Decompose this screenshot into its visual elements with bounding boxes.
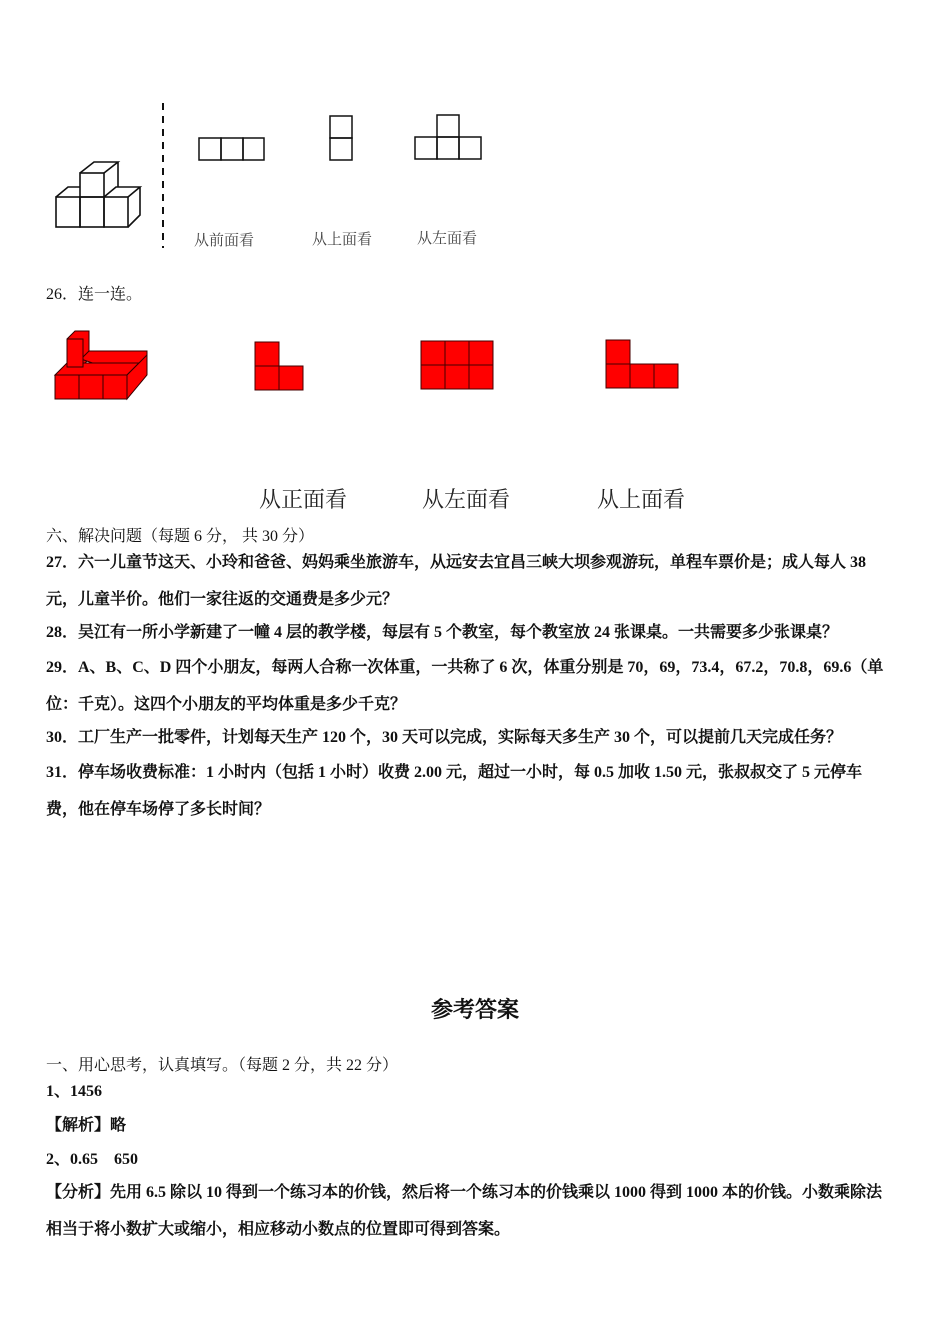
question-31-line1: 31．停车场收费标准：1 小时内（包括 1 小时）收费 2.00 元，超过一小时，每 0.5 加收 1.50 元，张叔叔交了 5 元停车 (46, 764, 863, 781)
red-cube-stack (53, 327, 149, 401)
question-31-line2: 费，他在停车场停了多长时间？ (46, 801, 271, 818)
view-label-front: 从前面看 (194, 231, 255, 249)
question-29-line1: 29．A、B、C、D 四个小朋友，每两人合称一次体重，一共称了 6 次，体重分别是 70，69，73.4，67.2，70.8，69.6（单 (46, 659, 884, 676)
red-front-view (254, 341, 306, 393)
answers-section-1: 一、用心思考，认真填写。（每题 2 分，共 22 分） (46, 1057, 399, 1074)
front-view-grid (198, 137, 266, 162)
answer-1-analysis: 【解析】略 (46, 1117, 127, 1134)
question-26: 26．连一连。 (46, 286, 143, 303)
red-label-top: 从上面看 (597, 488, 686, 513)
section-6-heading: 六、解决问题（每题 6 分， 共 30 分） (46, 528, 315, 545)
answer-2-analysis-line1: 【分析】先用 6.5 除以 10 得到一个练习本的价钱，然后将一个练习本的价钱乘以 1000 得到 1000 本的价钱。小数乘除法 (46, 1184, 883, 1201)
view-label-left: 从左面看 (417, 229, 478, 247)
red-label-left: 从左面看 (422, 488, 511, 513)
question-29-line2: 位：千克）。这四个小朋友的平均体重是多少千克？ (46, 696, 407, 713)
cube-stack-drawing (50, 155, 150, 235)
red-top-view (605, 339, 681, 391)
answer-2: 2、0.65 650 (46, 1151, 139, 1168)
red-left-view (420, 340, 496, 392)
answers-title: 参考答案 (430, 997, 519, 1022)
left-view-grid (414, 114, 483, 161)
question-28: 28．吴江有一所小学新建了一幢 4 层的教学楼，每层有 5 个教室，每个教室放 24 张课桌。一共需要多少张课桌？ (46, 624, 839, 641)
question-30: 30．工厂生产一批零件，计划每天生产 120 个，30 天可以完成，实际每天多生产 30 个，可以提前几天完成任务？ (46, 729, 843, 746)
answer-1: 1、1456 (46, 1083, 103, 1100)
question-27-line2: 元，儿童半价。他们一家往返的交通费是多少元？ (46, 591, 399, 608)
question-27-line1: 27．六一儿童节这天、小玲和爸爸、妈妈乘坐旅游车，从远安去宜昌三峡大坝参观游玩，单程车票价是；成人每人 38 (46, 554, 867, 571)
answer-2-analysis-line2: 相当于将小数扩大或缩小，相应移动小数点的位置即可得到答案。 (46, 1221, 511, 1238)
top-view-grid (329, 115, 354, 162)
view-label-top: 从上面看 (312, 230, 373, 248)
dashed-divider (160, 103, 166, 248)
red-label-front: 从正面看 (259, 488, 348, 513)
